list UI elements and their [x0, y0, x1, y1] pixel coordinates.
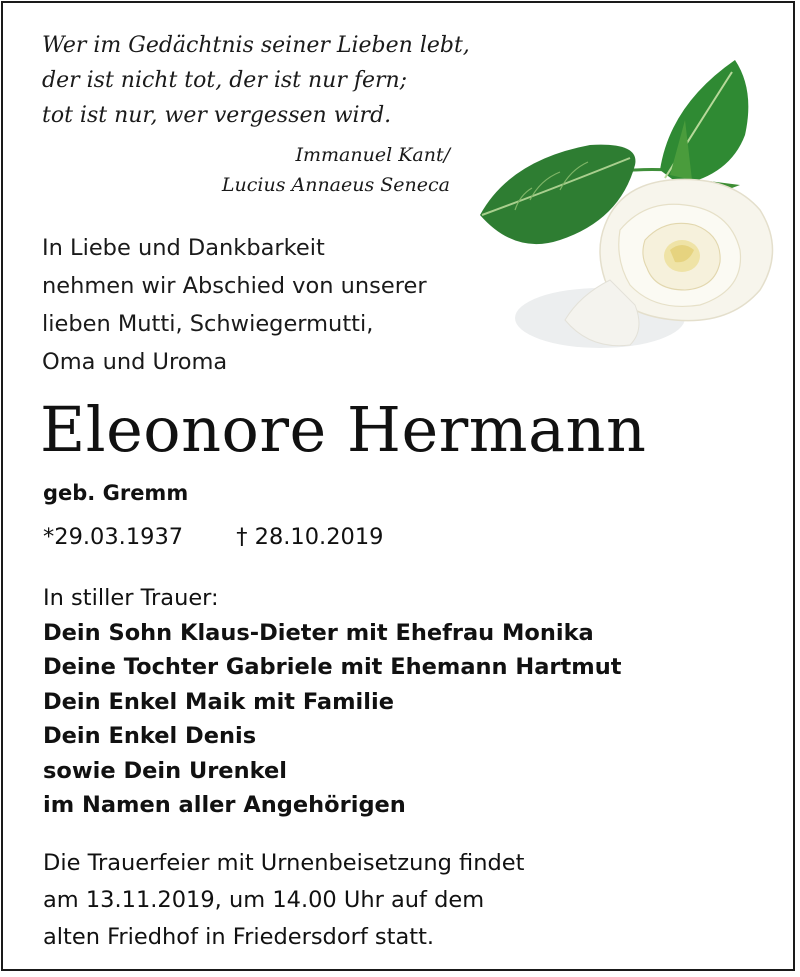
quote-author: Lucius Annaeus Seneca	[221, 174, 450, 196]
death-date: † 28.10.2019	[236, 524, 384, 550]
white-rose-icon	[470, 50, 790, 360]
mourning-lead: In stiller Trauer:	[43, 585, 219, 611]
funeral-line: am 13.11.2019, um 14.00 Uhr auf dem	[43, 887, 485, 913]
mourner-entry: sowie Dein Urenkel	[43, 757, 287, 784]
funeral-line: alten Friedhof in Friedersdorf statt.	[43, 924, 435, 950]
mourners-list	[43, 581, 622, 823]
intro-line: In Liebe und Dankbarkeit	[42, 235, 325, 261]
birth-date: *29.03.1937	[43, 524, 184, 550]
quote-author: Immanuel Kant/	[295, 144, 450, 166]
mourner-entry: Dein Enkel Maik mit Familie	[43, 688, 394, 715]
intro-line: lieben Mutti, Schwiegermutti,	[42, 311, 374, 337]
quote-line: tot ist nur, wer vergessen wird.	[42, 103, 392, 128]
memorial-quote	[42, 28, 512, 133]
mourner-entry: Dein Enkel Denis	[43, 723, 257, 749]
maiden-name: geb. Gremm	[43, 481, 189, 505]
intro-line: Oma und Uroma	[42, 349, 228, 375]
mourner-entry: im Namen aller Angehörigen	[43, 792, 406, 818]
funeral-details	[43, 845, 524, 956]
funeral-line: Die Trauerfeier mit Urnenbeisetzung findet	[43, 850, 525, 876]
intro-line: nehmen wir Abschied von unserer	[42, 273, 427, 299]
quote-line: Wer im Gedächtnis seiner Lieben lebt,	[42, 33, 470, 58]
mourner-entry: Dein Sohn Klaus-Dieter mit Ehefrau Monika	[43, 619, 594, 646]
quote-line: der ist nicht tot, der ist nur fern;	[42, 68, 408, 93]
intro-text	[42, 229, 427, 381]
mourner-entry: Deine Tochter Gabriele mit Ehemann Hartmut	[43, 654, 622, 680]
life-dates	[43, 519, 383, 555]
deceased-name: Eleonore Hermann	[40, 393, 647, 466]
quote-attribution	[222, 140, 450, 200]
